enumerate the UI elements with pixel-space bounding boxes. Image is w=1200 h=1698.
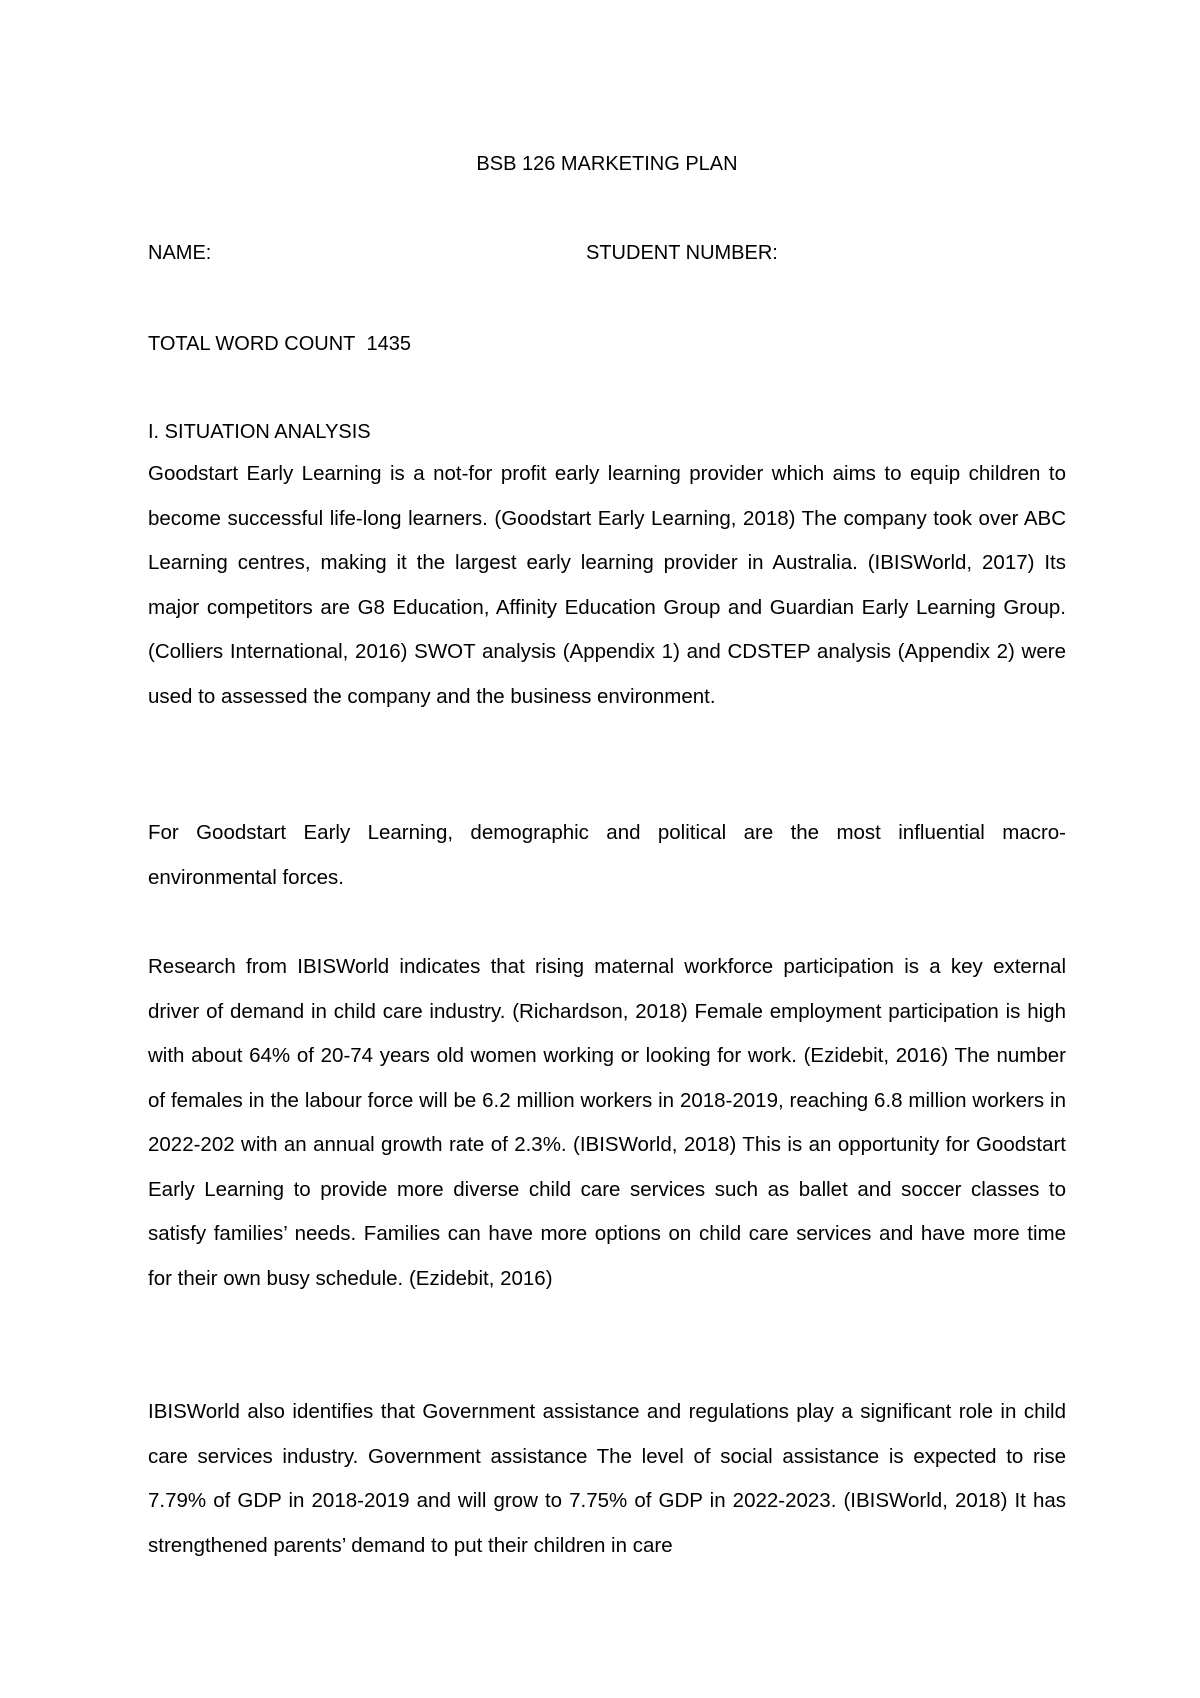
document-title: BSB 126 MARKETING PLAN xyxy=(476,153,738,175)
word-count-value: 1435 xyxy=(366,333,412,355)
word-count-label: TOTAL WORD COUNT xyxy=(148,333,356,355)
paragraph: For Goodstart Early Learning, demographic and political are the most influential macro-environmental forces. xyxy=(148,821,1066,889)
section-heading: I. SITUATION ANALYSIS xyxy=(148,421,371,443)
word-count-line xyxy=(148,330,411,358)
paragraph: Research from IBISWorld indicates that rising maternal workforce participation is a key external driver of demand in child care industry. (Richardson, 2018) Female employment participation is high with about 64% of 20-74 years old women working or looking for work. (Ezidebit, 2016) The number of females in the labour force will be 6.2 million workers in 2018-2019, reaching 6.8 million workers in 2022-202 with an annual growth rate of 2.3%. (IBISWorld, 2018) This is an opportunity for Goodstart Early Learning to provide more diverse child care services such as ballet and soccer classes to satisfy families’ needs. Families can have more options on child care services and have more time for their own busy schedule. (Ezidebit, 2016) xyxy=(148,955,1066,1290)
student-number-label: STUDENT NUMBER: xyxy=(586,242,778,264)
paragraph: Goodstart Early Learning is a not-for profit early learning provider which aims to equip children to become successful life-long learners. (Goodstart Early Learning, 2018) The company took over ABC Learning centres, making it the largest early learning provider in Australia. (IBISWorld, 2017) Its major competitors are G8 Education, Affinity Education Group and Guardian Early Learning Group. (Colliers International, 2016) SWOT analysis (Appendix 1) and CDSTEP analysis (Appendix 2) were used to assessed the company and the business environment. xyxy=(148,462,1066,708)
name-label: NAME: xyxy=(148,242,212,264)
paragraph: IBISWorld also identifies that Government assistance and regulations play a significant role in child care services industry. Government assistance The level of social assistance is expected to rise 7.79% of GDP in 2018-2019 and will grow to 7.75% of GDP in 2022-2023. (IBISWorld, 2018) It has strengthened parents’ demand to put their children in care xyxy=(148,1400,1066,1557)
